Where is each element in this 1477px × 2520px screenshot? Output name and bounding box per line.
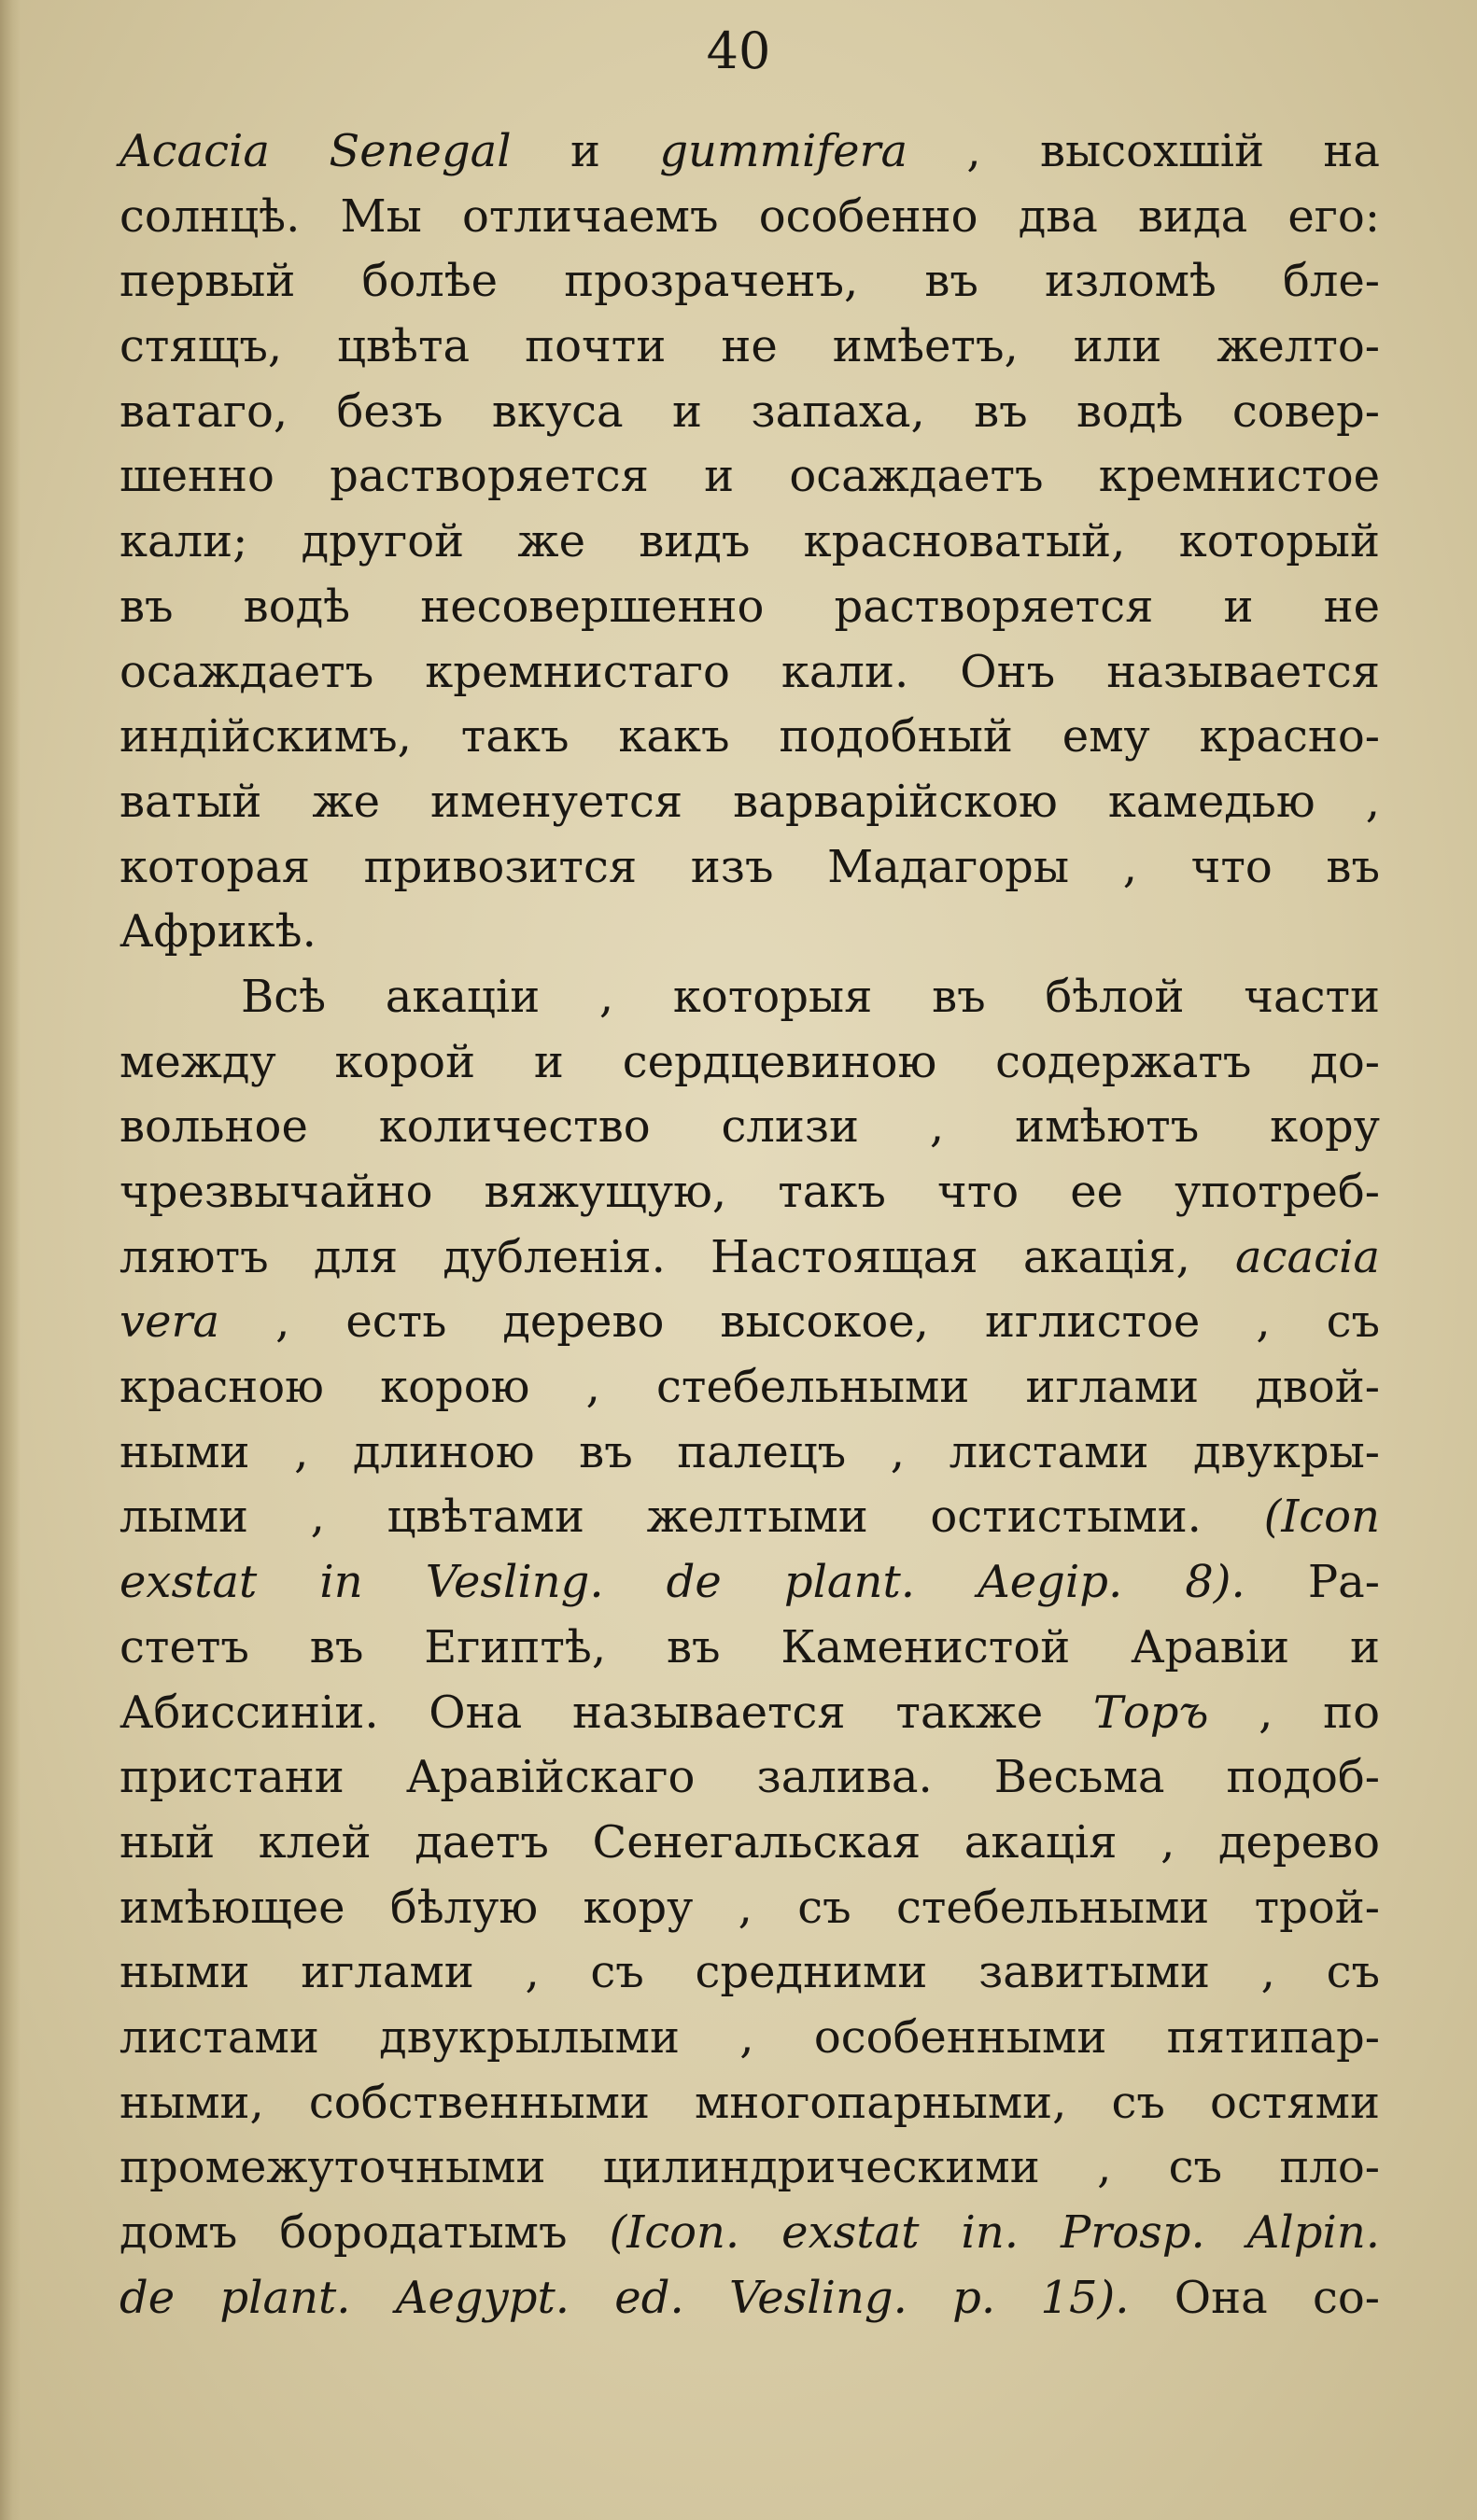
text-line <box>120 2006 1380 2071</box>
text-run: чрезвычайно вяжущую, такъ что ее употреб- <box>120 1166 1380 1218</box>
text-run: Ра- <box>1245 1556 1380 1609</box>
text-run: осаждаетъ кремнистаго кали. Онъ называется <box>120 645 1380 698</box>
text-line <box>120 1745 1380 1811</box>
text-run: красною корою , стебельными иглами двой- <box>120 1361 1380 1414</box>
text-run: вольное количество слизи , имѣютъ кору <box>120 1100 1380 1154</box>
text-line <box>120 185 1380 250</box>
text-line <box>120 1485 1380 1550</box>
text-line <box>120 1160 1380 1225</box>
text-run: , есть дерево высокое, иглистое , съ <box>219 1295 1380 1349</box>
text-run: солнцѣ. Мы отличаемъ особенно два вида его: <box>120 189 1380 243</box>
text-line <box>120 965 1380 1030</box>
text-run: листами двукрылыми , особенными пятипар- <box>120 2010 1380 2064</box>
text-line <box>120 444 1380 510</box>
italic-text-run: (Icon <box>1263 1491 1380 1544</box>
text-run: ными , длиною въ палецъ , листами двукры- <box>120 1425 1380 1478</box>
text-line <box>120 1030 1380 1096</box>
text-run: Африкѣ. <box>120 905 316 959</box>
text-line <box>120 1681 1380 1746</box>
text-run: Всѣ акаціи , которыя въ бѣлой части <box>241 970 1380 1023</box>
text-run: и <box>511 125 660 177</box>
text-run: между корой и сердцевиною содержатъ до- <box>120 1035 1380 1088</box>
text-line <box>120 1811 1380 1876</box>
text-line <box>120 1876 1380 1941</box>
italic-text-run: acacia <box>1235 1230 1380 1283</box>
text-line <box>120 510 1380 575</box>
text-run: лыми , цвѣтами желтыми остистыми. <box>120 1491 1264 1544</box>
text-line <box>120 315 1380 380</box>
text-line <box>120 2266 1380 2331</box>
text-run: шенно растворяется и осаждаетъ кремнистое <box>120 450 1380 503</box>
text-run: ный клей даетъ Сенегальская акація , дерево <box>120 1815 1380 1869</box>
text-line <box>120 575 1380 640</box>
text-run: стетъ въ Египтѣ, въ Каменистой Аравіи и <box>120 1620 1380 1673</box>
text-line <box>120 835 1380 901</box>
page-gutter-shadow <box>0 0 21 2520</box>
text-run: Она со- <box>1129 2271 1380 2324</box>
text-run: домъ бородатымъ <box>120 2206 610 2259</box>
text-run: , высохшій на <box>907 125 1381 177</box>
italic-text-run: de plant. Aegypt. ed. Vesling. p. 15). <box>120 2271 1130 2324</box>
text-line <box>120 770 1380 835</box>
text-run: ными, собственными многопарными, съ остями <box>120 2076 1380 2129</box>
text-line <box>120 1225 1380 1291</box>
text-run: ватаго, безъ вкуса и запаха, въ водѣ совер- <box>120 385 1380 438</box>
text-line <box>120 2071 1380 2136</box>
italic-text-run: Торъ <box>1092 1686 1209 1739</box>
text-run: которая привозится изъ Мадагоры , что въ <box>120 840 1380 893</box>
text-line <box>120 1355 1380 1421</box>
text-line <box>120 900 1380 965</box>
text-line <box>120 1550 1380 1616</box>
body-text <box>120 119 1380 2331</box>
text-run: первый болѣе прозраченъ, въ изломѣ бле- <box>120 255 1380 308</box>
italic-text-run: (Icon. exstat in. Prosp. Alpin. <box>609 2206 1380 2259</box>
italic-text-run: exstat in Vesling. de plant. Aegip. 8). <box>120 1556 1245 1609</box>
text-line <box>120 1095 1380 1160</box>
text-run: въ водѣ несовершенно растворяется и не <box>120 580 1380 633</box>
text-line <box>120 640 1380 706</box>
page-number: 40 <box>706 21 771 80</box>
italic-text-run: vera <box>120 1295 220 1349</box>
text-run: промежуточными цилиндрическими , съ пло- <box>120 2141 1380 2194</box>
text-line <box>120 1616 1380 1681</box>
text-line <box>120 1940 1380 2006</box>
text-run: пристани Аравійскаго залива. Весьма подоб- <box>120 1751 1380 1804</box>
text-line <box>120 119 1380 185</box>
text-line <box>120 380 1380 445</box>
text-run: ными иглами , съ средними завитыми , съ <box>120 1946 1380 1999</box>
text-run: ватый же именуется варварійскою камедью , <box>120 775 1380 828</box>
italic-text-run: Acacia Senegal <box>120 125 512 177</box>
text-line <box>120 2201 1380 2266</box>
text-run: индійскимъ, такъ какъ подобный ему красно- <box>120 710 1380 763</box>
text-run: , по <box>1208 1686 1381 1739</box>
text-line <box>120 2135 1380 2201</box>
text-run: кали; другой же видъ красноватый, который <box>120 515 1380 568</box>
text-line <box>120 249 1380 315</box>
text-run: стящъ, цвѣта почти не имѣетъ, или желто- <box>120 320 1380 373</box>
text-line <box>120 705 1380 770</box>
text-run: имѣющее бѣлую кору , съ стебельными трой- <box>120 1881 1380 1934</box>
text-line <box>120 1290 1380 1355</box>
text-run: Абиссиніи. Она называется также <box>120 1686 1093 1739</box>
text-run: ляютъ для дубленія. Настоящая акація, <box>120 1230 1236 1283</box>
text-line <box>120 1421 1380 1486</box>
italic-text-run: gummifera <box>659 125 908 177</box>
